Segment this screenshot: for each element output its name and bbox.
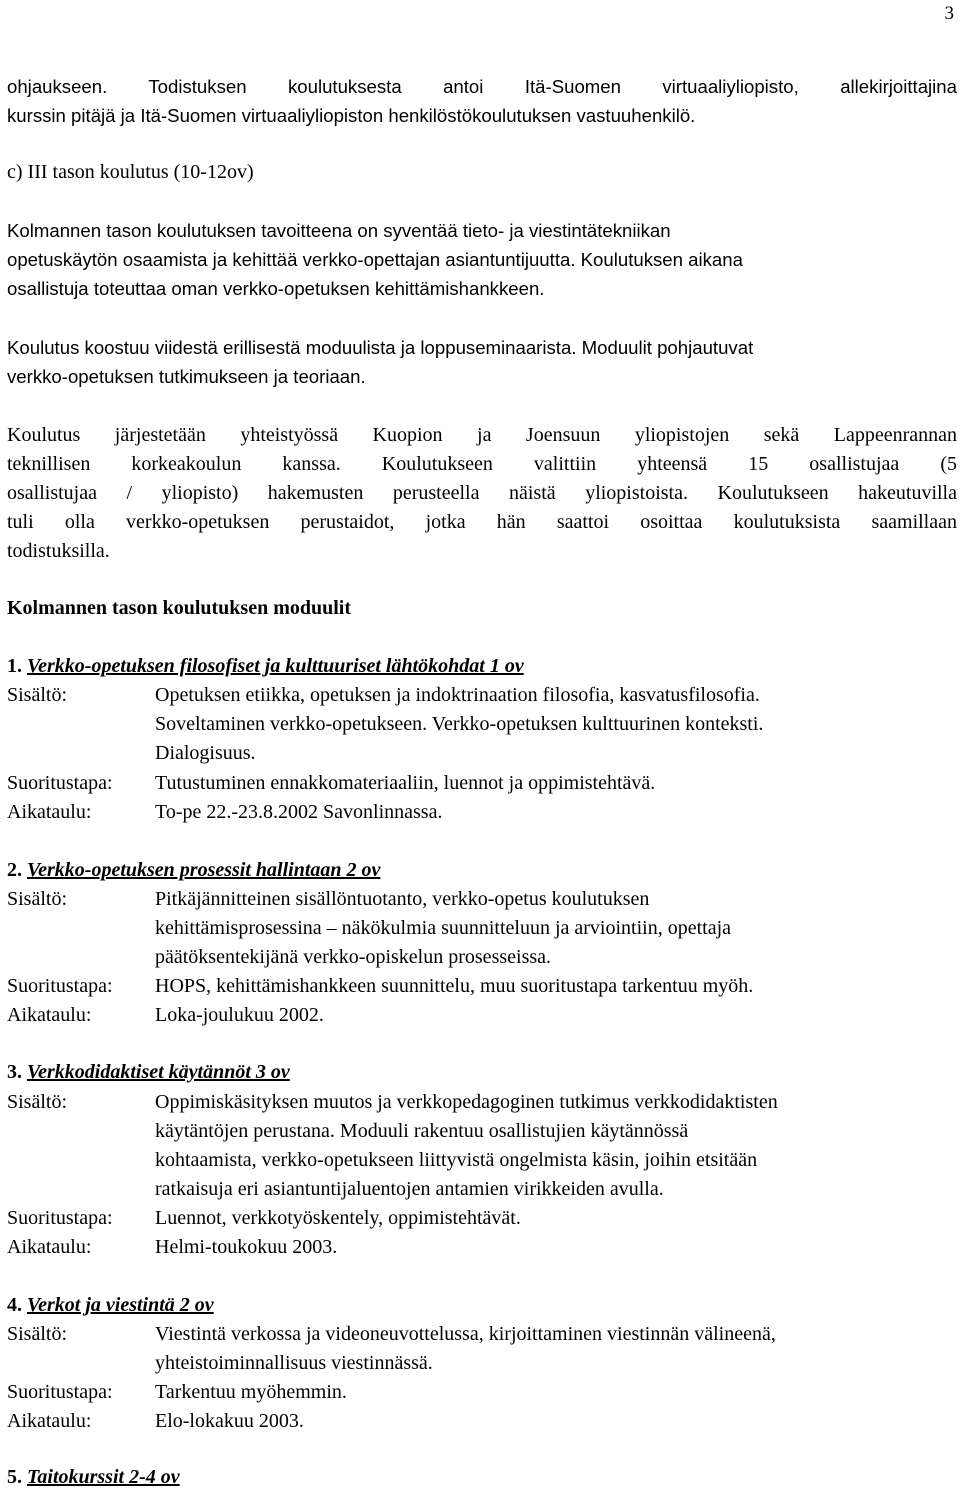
schedule-value: Elo-lokakuu 2003. [155, 1410, 304, 1432]
text-line: teknillisen korkeakoulun kanssa. Koulutukseen valittiin yhteensä 15 osallistujaa (5 [7, 453, 957, 475]
module-number: 4. [7, 1294, 22, 1316]
content-line: Soveltaminen verkko-opetukseen. Verkko-opetuksen kulttuurinen konteksti. [155, 713, 764, 735]
method-value: Tutustuminen ennakkomateriaaliin, luennot ja oppimistehtävä. [155, 772, 656, 794]
module-title: Verkko-opetuksen filosofiset ja kulttuuriset lähtökohdat 1 ov [27, 655, 524, 677]
text-line: tuli olla verkko-opetuksen perustaidot, jotka hän saattoi osoittaa koulutuksista saamillaan [7, 511, 957, 533]
section-heading [7, 158, 957, 187]
schedule-value: Loka-joulukuu 2002. [155, 1004, 324, 1026]
content-line: kehittämisprosessina – näkökulmia suunnitteluun ja arviointiin, opettaja [155, 917, 732, 939]
module-title: Verkkodidaktiset käytännöt 3 ov [27, 1061, 290, 1083]
module-3-title [7, 1058, 957, 1087]
text-line: Koulutus järjestetään yhteistyössä Kuopion ja Joensuun yliopistojen sekä Lappeenrannan [7, 424, 957, 446]
modules-heading-text: Kolmannen tason koulutuksen moduulit [7, 597, 352, 619]
method-value: Luennot, verkkotyöskentely, oppimistehtävät. [155, 1207, 521, 1229]
content-label: Sisältö: [7, 888, 68, 910]
content-line: Opetuksen etiikka, opetuksen ja indoktrinaation filosofia, kasvatusfilosofia. [155, 684, 760, 706]
cooperation-paragraph [7, 421, 957, 566]
schedule-value: To-pe 22.-23.8.2002 Savonlinnassa. [155, 801, 443, 823]
text-line: osallistujaa / yliopisto) hakemusten perusteella näistä yliopistoista. Koulutukseen hakeutuvilla [7, 482, 957, 504]
page-number: 3 [944, 3, 954, 24]
content-label: Sisältö: [7, 1323, 68, 1345]
structure-paragraph [7, 333, 957, 391]
schedule-label: Aikataulu: [7, 801, 92, 823]
text-line: Koulutus koostuu viidestä erillisestä moduulista ja loppuseminaarista. Moduulit pohjautuvat [7, 337, 754, 358]
text-line: kurssin pitäjä ja Itä-Suomen virtuaaliyliopiston henkilöstökoulutuksen vastuuhenkilö. [7, 105, 696, 126]
content-line: ratkaisuja eri asiantuntijaluentojen antamien virikkeiden avulla. [155, 1178, 664, 1200]
text-line: todistuksilla. [7, 540, 110, 562]
text-line: opetuskäytön osaamista ja kehittää verkko-opettajan asiantuntijuutta. Koulutuksen aikana [7, 249, 743, 270]
module-1-title [7, 652, 957, 681]
content-label: Sisältö: [7, 684, 68, 706]
content-line: Oppimiskäsityksen muutos ja verkkopedagoginen tutkimus verkkodidaktisten [155, 1091, 778, 1113]
module-number: 1. [7, 655, 22, 677]
objective-paragraph [7, 216, 957, 303]
text-line: ohjaukseen. Todistuksen koulutuksesta antoi Itä-Suomen virtuaaliyliopisto, allekirjoittajina [7, 76, 957, 97]
section-heading-text: c) III tason koulutus (10-12ov) [7, 161, 254, 183]
method-label: Suoritustapa: [7, 772, 113, 794]
modules-heading [7, 594, 957, 623]
content-line: Pitkäjännitteinen sisällöntuotanto, verkko-opetus koulutuksen [155, 888, 650, 910]
schedule-label: Aikataulu: [7, 1236, 92, 1258]
module-number: 5. [7, 1466, 22, 1488]
module-number: 2. [7, 859, 22, 881]
content-line: päätöksentekijänä verkko-opiskelun prosesseissa. [155, 946, 552, 968]
method-label: Suoritustapa: [7, 1381, 113, 1403]
content-line: käytäntöjen perustana. Moduuli rakentuu osallistujien käytännössä [155, 1120, 689, 1142]
module-title: Verkot ja viestintä 2 ov [27, 1294, 214, 1316]
module-2-title [7, 856, 957, 885]
text-line: Kolmannen tason koulutuksen tavoitteena on syventää tieto- ja viestintätekniikan [7, 220, 671, 241]
content-line: Viestintä verkossa ja videoneuvottelussa, kirjoittaminen viestinnän välineenä, [155, 1323, 776, 1345]
text-line: verkko-opetuksen tutkimukseen ja teoriaan. [7, 366, 366, 387]
module-title: Taitokurssit 2-4 ov [27, 1466, 180, 1488]
content-line: yhteistoiminnallisuus viestinnässä. [155, 1352, 433, 1374]
method-value: HOPS, kehittämishankkeen suunnittelu, muu suoritustapa tarkentuu myöh. [155, 975, 754, 997]
method-label: Suoritustapa: [7, 975, 113, 997]
content-label: Sisältö: [7, 1091, 68, 1113]
text-line: osallistuja toteuttaa oman verkko-opetuksen kehittämishankkeen. [7, 278, 545, 299]
module-title: Verkko-opetuksen prosessit hallintaan 2 ov [27, 859, 381, 881]
method-value: Tarkentuu myöhemmin. [155, 1381, 347, 1403]
content-line: kohtaamista, verkko-opetukseen liittyvistä ongelmista käsin, joihin etsitään [155, 1149, 758, 1171]
schedule-value: Helmi-toukokuu 2003. [155, 1236, 338, 1258]
intro-paragraph [7, 72, 957, 130]
schedule-label: Aikataulu: [7, 1410, 92, 1432]
schedule-label: Aikataulu: [7, 1004, 92, 1026]
module-4-title [7, 1291, 957, 1320]
method-label: Suoritustapa: [7, 1207, 113, 1229]
module-number: 3. [7, 1061, 22, 1083]
content-line: Dialogisuus. [155, 742, 256, 764]
